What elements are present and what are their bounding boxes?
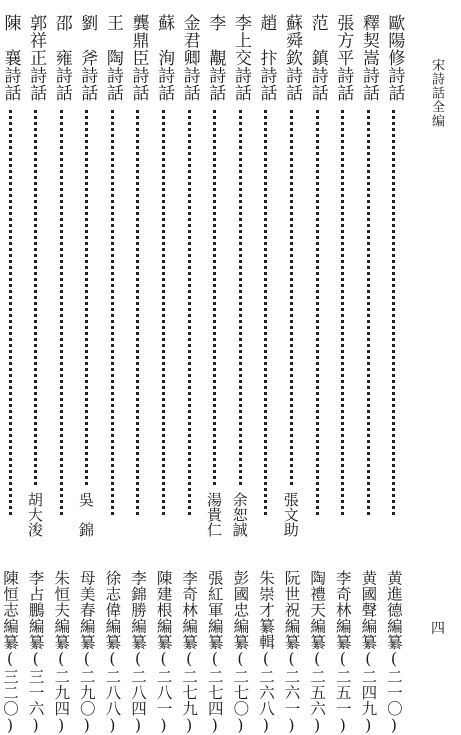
dot-leader [264, 110, 267, 515]
entry-title: 張方平詩話 [333, 14, 354, 102]
toc-entry [305, 14, 331, 735]
entry-editor: 阮世祝編纂(二六一) [282, 570, 301, 735]
toc-entry [381, 14, 407, 735]
toc-entry [228, 14, 254, 735]
dot-leader [34, 110, 37, 485]
dot-leader [85, 110, 88, 485]
entry-title: 王 陶詩話 [102, 14, 123, 102]
toc-entry [202, 14, 228, 735]
entry-title: 趙 抃詩話 [256, 14, 277, 102]
dot-leader [367, 110, 370, 515]
entry-title: 蘇舜欽詩話 [282, 14, 303, 102]
toc-entry [23, 14, 49, 735]
toc-entry [279, 14, 305, 735]
dot-leader [9, 110, 12, 515]
entry-title: 范 鎮詩話 [307, 14, 328, 102]
toc-entry [125, 14, 151, 735]
entry-title: 李 覯詩話 [205, 14, 226, 102]
dot-leader [162, 110, 165, 515]
toc-entry [151, 14, 177, 735]
entry-title: 郭祥正詩話 [26, 14, 47, 102]
entry-title: 金君卿詩話 [179, 14, 200, 102]
toc-entry [356, 14, 382, 735]
table-of-contents [0, 14, 407, 735]
dot-leader [341, 110, 344, 515]
entry-editor: 李奇林編纂(二七九) [180, 570, 199, 735]
dot-leader [290, 110, 293, 485]
entry-editor: 朱崇才纂輯(二六八) [256, 570, 275, 735]
entry-editor: 黄進德編纂(二一〇) [384, 570, 403, 735]
entry-editor: 黄國聲編纂(二四九) [359, 570, 378, 735]
entry-coeditor: 吳 錦 [77, 492, 96, 537]
dot-leader [136, 110, 139, 515]
dot-leader [213, 110, 216, 485]
toc-entry [74, 14, 100, 735]
entry-editor: 母美春編纂(二九〇) [77, 570, 96, 735]
toc-entry [0, 14, 23, 735]
entry-title: 歐陽修詩話 [384, 14, 405, 102]
toc-entry [100, 14, 126, 735]
entry-title: 陳 襄詩話 [0, 14, 21, 102]
page-number: 四 [431, 621, 445, 637]
entry-editor: 李錦勝編纂(二八四) [128, 570, 147, 735]
entry-title: 釋契嵩詩話 [358, 14, 379, 102]
entry-editor: 李占鵬編纂(三一六) [26, 570, 45, 735]
dot-leader [316, 110, 319, 515]
entry-title: 李上交詩話 [230, 14, 251, 102]
entry-coeditor: 張文助 [281, 492, 300, 537]
entry-editor: 李奇林編纂(二五一) [333, 570, 352, 735]
entry-editor: 彭國忠編纂(二七〇) [231, 570, 250, 735]
dot-leader [392, 110, 395, 515]
entry-coeditor: 余恕誠 [230, 492, 249, 537]
entry-title: 劉 斧詩話 [77, 14, 98, 102]
entry-title: 蘇 洵詩話 [154, 14, 175, 102]
toc-entry [253, 14, 279, 735]
entry-editor: 朱恒夫編纂(二九四) [52, 570, 71, 735]
running-header: 宋詩話全编 [429, 58, 444, 128]
dot-leader [239, 110, 242, 485]
entry-editor: 陶禮天編纂(二五六) [308, 570, 327, 735]
entry-editor: 陳恒志編纂(三二〇) [1, 570, 19, 735]
entry-coeditor: 湯貴仁 [205, 492, 223, 537]
entry-title: 邵 雍詩話 [51, 14, 72, 102]
entry-editor: 徐志偉編纂(二八八) [103, 570, 122, 735]
entry-editor: 陳建根編纂(二八一) [154, 570, 173, 735]
entry-coeditor: 胡大浚 [25, 492, 44, 537]
dot-leader [60, 110, 63, 515]
dot-leader [188, 110, 191, 515]
toc-entry [330, 14, 356, 735]
toc-entry [177, 14, 203, 735]
entry-editor: 張紅軍編纂(二七四) [205, 570, 224, 735]
entry-title: 龔鼎臣詩話 [128, 14, 149, 102]
dot-leader [111, 110, 114, 515]
toc-entry [49, 14, 75, 735]
